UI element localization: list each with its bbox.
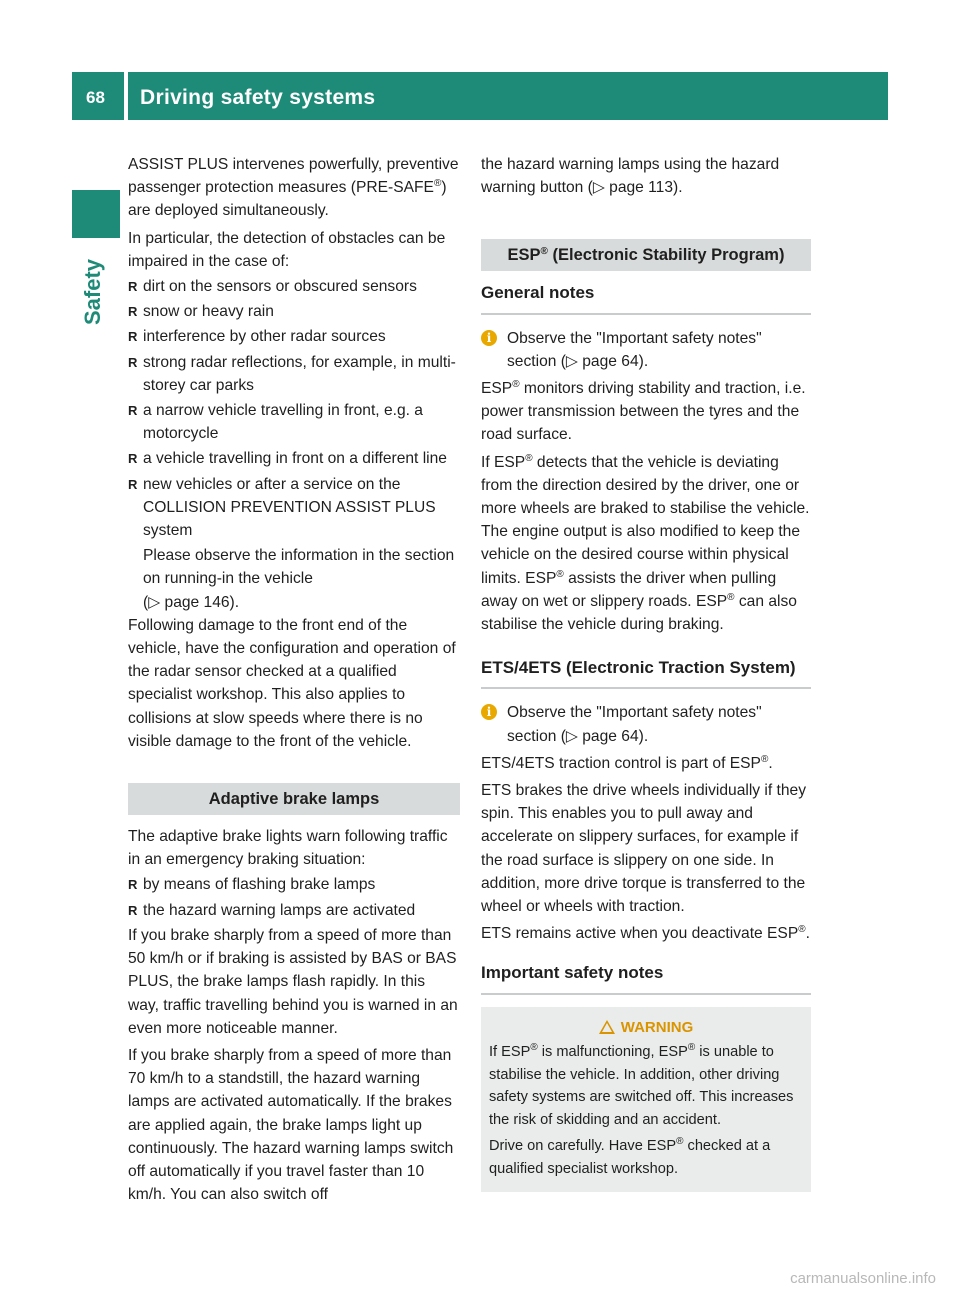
warning-paragraph-1: If ESP® is malfunctioning, ESP® is unable to stabilise the vehicle. In addition, other driving safety systems are switched off. This increases the risk of skidding and an accident. [489,1042,794,1128]
header-title: Driving safety systems [140,86,376,109]
info-note: i Observe the "Important safety notes" section (▷ page 64). [481,701,811,747]
esp-paragraph-2: If ESP® detects that the vehicle is deviating from the direction desired by the driver, one or more wheels are braked to stabilise the vehicle. The engine output is also modified to keep the vehicle on the desired course within physical limits. ESP® assists the driver when pulling away on wet or slippery roads. ESP® can also stabilise the vehicle during braking. [481,452,810,634]
list-item: R a narrow vehicle travelling in front, e.g. a motorcycle [128,402,423,443]
ets-paragraph-3: ETS remains active when you deactivate ESP®. [481,924,810,943]
warning-paragraph-2: Drive on carefully. Have ESP® checked at a qualified specialist workshop. [489,1136,771,1177]
list-item: R a vehicle travelling in front on a different line [128,450,447,468]
header-divider [124,72,128,120]
general-notes-heading: General notes [481,281,811,314]
damage-paragraph: Following damage to the front end of the vehicle, have the configuration and operation of the radar sensor checked at a qualified specialist workshop. This also applies to collisions at slow speeds where there is no visible damage to the front of the vehicle. [128,616,456,750]
hazard-continuation: the hazard warning lamps using the hazard warning button (▷ page 113). [481,156,780,197]
side-tab-label: Safety [80,258,105,325]
warning-icon [599,1020,615,1034]
list-item: R strong radar reflections, for example, in multi-storey car parks [128,353,456,394]
adaptive-paragraph-3: If you brake sharply from a speed of more than 70 km/h to a standstill, the hazard warning lamps are activated automatically. If the brakes are applied again, the brake lamps light up continuously. The hazard warning lamps switch off automatically if you travel faster than 10 km/h. You can also switch off [128,1046,454,1204]
list-item: R dirt on the sensors or obscured sensors [128,278,417,296]
watermark: carmanualsonline.info [790,1270,936,1287]
right-column [481,153,811,1192]
list-item: R snow or heavy rain [128,303,274,321]
adaptive-paragraph-2: If you brake sharply from a speed of more than 50 km/h or if braking is assisted by BAS or BAS PLUS, the brake lamps flash rapidly. In this way, traffic travelling behind you is warned in an even more noticeable manner. [128,926,458,1037]
esp-paragraph-1: ESP® monitors driving stability and traction, i.e. power transmission between the tyres and the road surface. [481,379,806,444]
running-in-note: Please observe the information in the section on running-in the vehicle (▷ page 146). [143,547,455,611]
ets-heading: ETS/4ETS (Electronic Traction System) [481,656,811,689]
important-safety-notes-heading: Important safety notes [481,961,811,994]
obstacle-list [128,275,460,542]
warning-box [481,1007,811,1193]
warning-title: WARNING [489,1017,803,1040]
esp-heading: ESP® (Electronic Stability Program) [481,239,811,271]
info-icon: i [481,704,497,720]
obstacle-paragraph: In particular, the detection of obstacles can be impaired in the case of: [128,229,446,270]
side-tab-block [72,190,120,238]
ets-paragraph-1: ETS/4ETS traction control is part of ESP®. [481,753,773,772]
info-note: i Observe the "Important safety notes" section (▷ page 64). [481,327,811,373]
list-item: R interference by other radar sources [128,328,386,346]
adaptive-brake-lamps-heading: Adaptive brake lamps [128,783,460,815]
list-item: R the hazard warning lamps are activated [128,901,416,919]
adaptive-list [128,873,460,921]
info-icon: i [481,330,497,346]
page-number: 68 [86,88,105,107]
left-column [128,153,460,1206]
list-item: R by means of flashing brake lamps [128,876,376,894]
intro-paragraph: ASSIST PLUS intervenes powerfully, preventive passenger protection measures (PRE-SAFE®) are deployed simultaneously. [128,156,459,220]
adaptive-paragraph-1: The adaptive brake lights warn following traffic in an emergency braking situation: [128,828,448,869]
page-reference-link[interactable]: (▷ page 146). [143,593,240,611]
ets-paragraph-2: ETS brakes the drive wheels individually if they spin. This enables you to pull away and accelerate on slippery surfaces, for example if the road surface is slippery on one side. In addition, more drive torque is transferred to the wheel or wheels with traction. [481,782,807,916]
list-item: R new vehicles or after a service on the COLLISION PREVENTION ASSIST PLUS system [128,475,436,540]
